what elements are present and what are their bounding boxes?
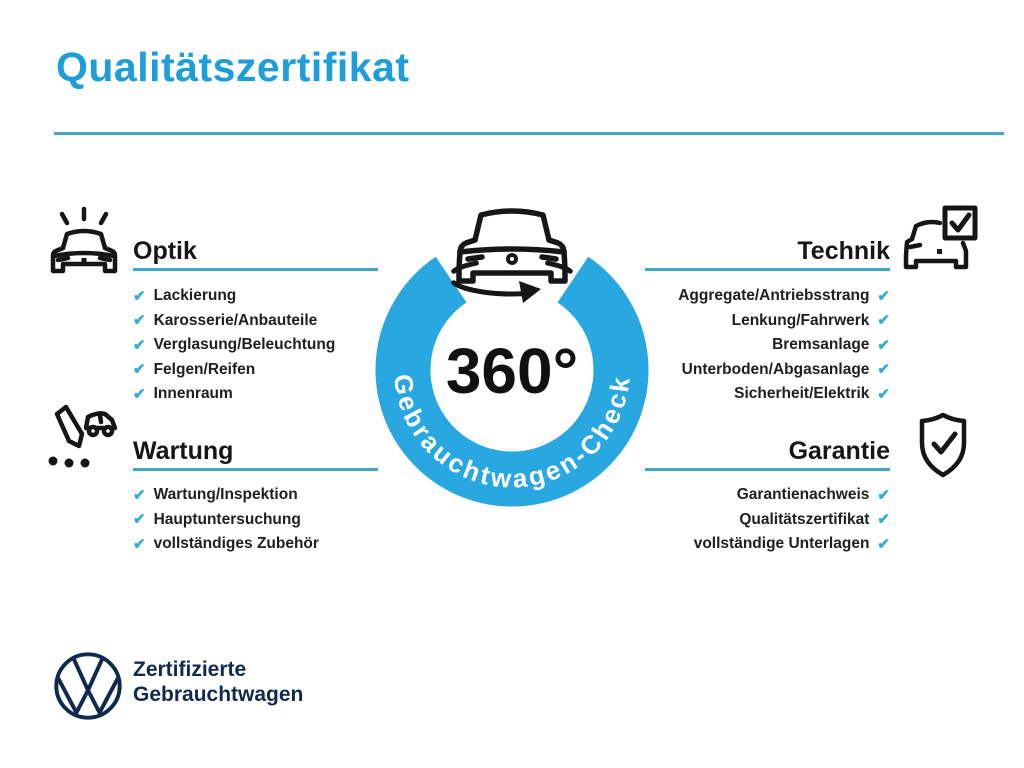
brand-line-1: Zertifizierte <box>133 658 247 681</box>
page-title: Qualitätszertifikat <box>56 44 410 90</box>
section-underline-wartung <box>133 468 378 471</box>
list-item: Unterboden/Abgasanlage ✔ <box>681 360 890 379</box>
sparkling-car-icon <box>45 203 123 281</box>
rotating-car-icon <box>454 211 571 294</box>
section-title-wartung: Wartung <box>133 437 234 465</box>
section-underline-garantie <box>645 468 890 471</box>
list-item: vollständige Unterlagen ✔ <box>693 535 890 553</box>
title-divider <box>54 132 1004 135</box>
service-checklist-icon <box>38 400 128 480</box>
list-item: Bremsanlage ✔ <box>772 336 890 354</box>
rotation-arrowhead <box>519 281 541 303</box>
list-item: ✔ Karosserie/Anbauteile <box>133 311 318 330</box>
badge-degree-label: 360° <box>445 335 579 407</box>
list-item: ✔ Hauptuntersuchung <box>133 510 301 529</box>
check-icon: ✔ <box>877 336 890 354</box>
check-icon: ✔ <box>877 287 890 305</box>
check-icon: ✔ <box>877 312 890 330</box>
list-item: Aggregate/Antriebsstrang ✔ <box>678 287 890 305</box>
section-underline-optik <box>133 268 378 271</box>
section-title-optik: Optik <box>133 237 197 265</box>
section-title-technik: Technik <box>797 237 890 265</box>
check-icon: ✔ <box>877 486 890 504</box>
check-icon: ✔ <box>133 336 146 354</box>
list-item: ✔ Innenraum <box>133 385 233 403</box>
list-item: ✔ Lackierung <box>133 287 237 305</box>
badge-ring-label-text: Gebrauchtwagen-Check <box>387 372 637 494</box>
list-item: Garantienachweis ✔ <box>736 486 890 504</box>
check-icon: ✔ <box>877 511 890 529</box>
brand-claim <box>133 657 303 707</box>
list-item: ✔ Verglasung/Beleuchtung <box>133 336 336 354</box>
list-item: ✔ Wartung/Inspektion <box>133 486 298 504</box>
list-item: ✔ Felgen/Reifen <box>133 360 256 379</box>
check-icon: ✔ <box>877 535 890 553</box>
brand-line-2: Gebrauchtwagen <box>133 683 304 706</box>
section-title-garantie: Garantie <box>788 437 890 465</box>
check-icon: ✔ <box>133 486 146 504</box>
badge-360-check <box>362 185 662 525</box>
list-item: ✔ vollständiges Zubehör <box>133 535 319 553</box>
section-underline-technik <box>645 268 890 271</box>
check-icon: ✔ <box>133 511 146 529</box>
vw-logo <box>52 650 124 722</box>
list-item: Qualitätszertifikat ✔ <box>739 510 890 529</box>
list-item: Lenkung/Fahrwerk ✔ <box>731 311 890 330</box>
check-icon: ✔ <box>133 361 146 379</box>
check-icon: ✔ <box>877 361 890 379</box>
car-checkbox-icon <box>903 203 981 281</box>
list-item: Sicherheit/Elektrik ✔ <box>734 385 890 403</box>
shield-check-icon <box>905 408 981 484</box>
check-icon: ✔ <box>133 287 146 305</box>
check-icon: ✔ <box>133 535 146 553</box>
check-icon: ✔ <box>877 385 890 403</box>
check-icon: ✔ <box>133 312 146 330</box>
check-icon: ✔ <box>133 385 146 403</box>
